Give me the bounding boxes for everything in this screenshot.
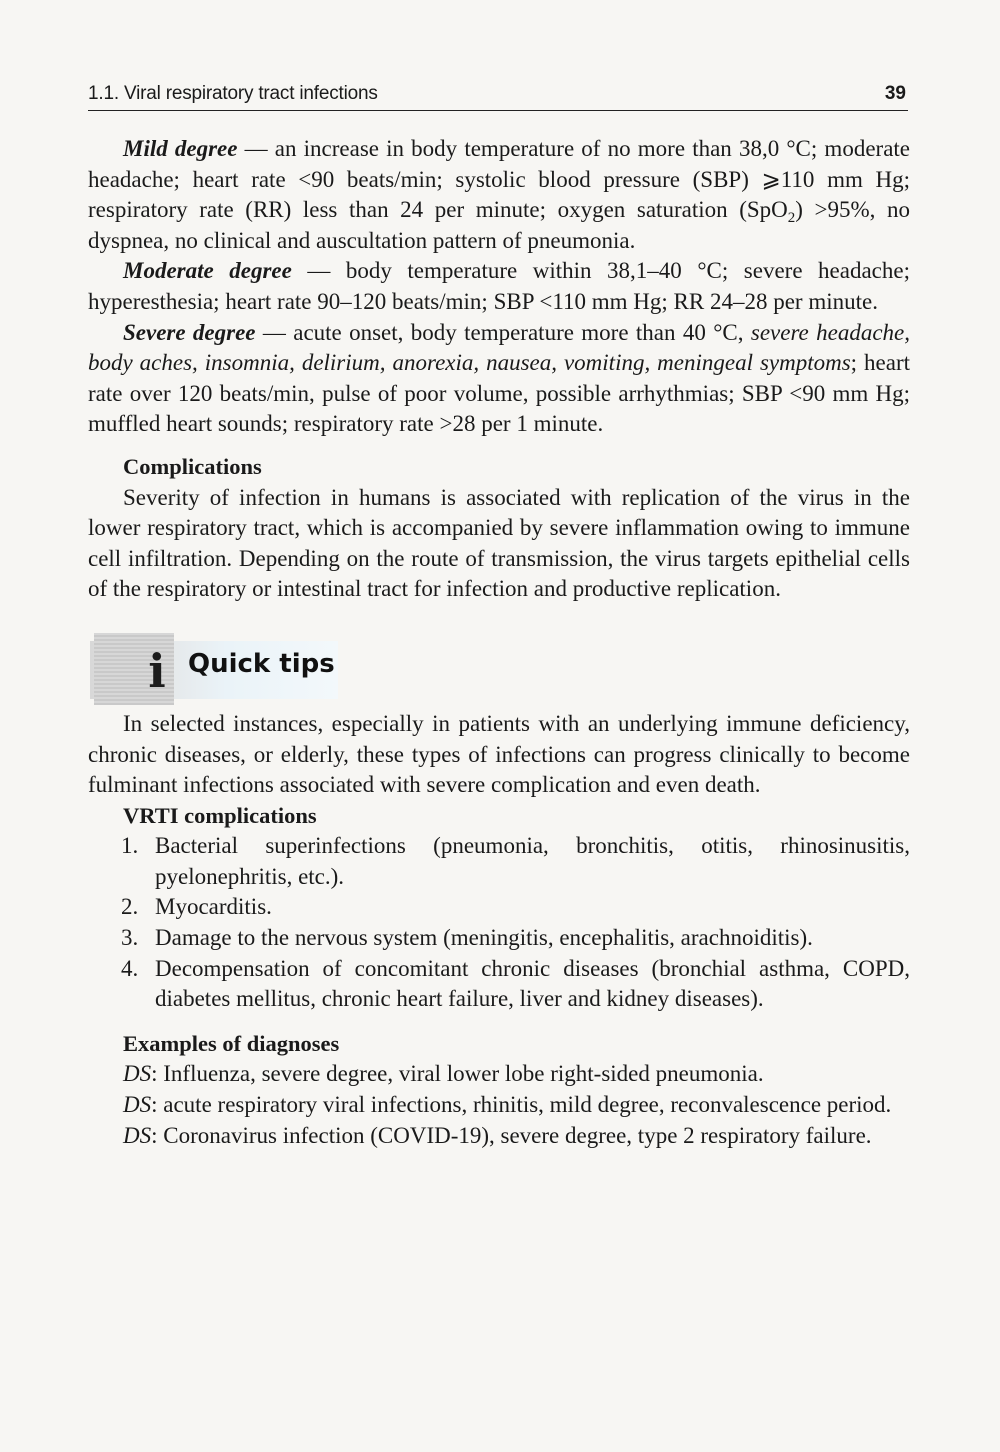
list-item-text: Bacterial superinfections (pneumonia, bronchitis, otitis, rhinosinusitis, pyelonephritis, etc.).	[155, 833, 910, 889]
list-item	[88, 831, 910, 892]
moderate-degree-term: Moderate degree	[123, 258, 292, 284]
quick-tips-banner	[90, 631, 910, 709]
info-icon: i	[148, 643, 166, 698]
diagnosis-label: DS	[123, 1122, 152, 1148]
severe-degree-text-a: — acute onset, body temperature more than 40 °C,	[255, 319, 751, 345]
list-item-text: Myocarditis.	[155, 894, 272, 920]
diagnosis-example	[88, 1059, 910, 1090]
severe-degree-term: Severe degree	[123, 319, 256, 345]
examples-heading: Examples of diagnoses	[123, 1030, 340, 1056]
diagnosis-text: : Coronavirus infection (COVID-19), severe degree, type 2 respiratory failure.	[151, 1122, 872, 1148]
list-item	[88, 954, 910, 1015]
list-item-number: 4.	[121, 955, 139, 981]
page-number: 39	[884, 83, 906, 104]
mild-degree-text-a: — an increase in body temperature of no more than 38,0 °C; moderate headache; heart rate <90 beats/min; systolic blood pressure (SBP) ⩾110 mm Hg; respiratory rate (RR) less than 24 per minute; oxygen saturation (SpO	[88, 136, 911, 223]
diagnosis-label: DS	[123, 1061, 152, 1087]
vrti-complications-heading: VRTI complications	[123, 802, 317, 828]
vrti-complications-list	[88, 831, 910, 1015]
mild-degree-term: Mild degree	[123, 136, 238, 161]
diagnosis-text: : Influenza, severe degree, viral lower lobe right-sided pneumonia.	[151, 1061, 764, 1087]
quick-tips-title: Quick tips	[188, 648, 335, 679]
list-item-number: 2.	[121, 894, 139, 920]
complications-paragraph: Severity of infection in humans is associated with replication of the virus in the lower respiratory tract, which is accompanied by severe inflammation owing to immune cell infiltration. Depending on the route of transmission, the virus targets epithelial cells of the respiratory or intestinal tract for infection and productive replication.	[88, 484, 910, 602]
page-body	[88, 134, 910, 1151]
running-header	[88, 78, 908, 111]
moderate-degree-paragraph	[88, 256, 910, 317]
spo2-subscript: 2	[787, 210, 796, 227]
list-item-text: Damage to the nervous system (meningitis, encephalitis, arachnoiditis).	[155, 925, 813, 951]
quick-tips-paragraph: In selected instances, especially in patients with an underlying immune deficiency, chronic diseases, or elderly, these types of infections can progress clinically to become fulminant infections associated with severe complication and even death.	[88, 710, 910, 798]
complications-heading: Complications	[123, 453, 262, 479]
mild-degree-text-b: ) >95%, no dyspnea, no clinical and auscultation pattern of pneumonia.	[88, 197, 910, 253]
list-item-number: 1.	[121, 833, 139, 859]
diagnosis-label: DS	[123, 1092, 152, 1118]
list-item	[88, 892, 910, 923]
severe-degree-text-b: ; heart rate over 120 beats/min, pulse of poor volume, possible arrhythmias; SBP <90 mm Hg; muffled heart sounds; respiratory rate >28 per 1 minute.	[88, 350, 910, 437]
moderate-degree-text: — body temperature within 38,1–40 °C; severe headache; hyperesthesia; heart rate 90–120 beats/min; SBP <110 mm Hg; RR 24–28 per minute.	[88, 258, 910, 314]
section-title: 1.1. Viral respiratory tract infections	[88, 83, 378, 104]
list-item	[88, 923, 910, 954]
list-item-number: 3.	[121, 925, 139, 951]
list-item-text: Decompensation of concomitant chronic diseases (bronchial asthma, COPD, diabetes mellitus, chronic heart failure, liver and kidney diseases).	[155, 955, 910, 1012]
diagnosis-example	[88, 1090, 910, 1121]
diagnosis-example	[88, 1121, 910, 1152]
severe-degree-paragraph	[88, 318, 910, 440]
mild-degree-paragraph	[88, 134, 910, 256]
diagnosis-text: : acute respiratory viral infections, rhinitis, mild degree, reconvalescence period.	[151, 1092, 892, 1118]
severe-symptoms-italic: severe headache, body aches, insomnia, delirium, anorexia, nausea, vomiting, meningeal symptoms	[88, 319, 910, 376]
